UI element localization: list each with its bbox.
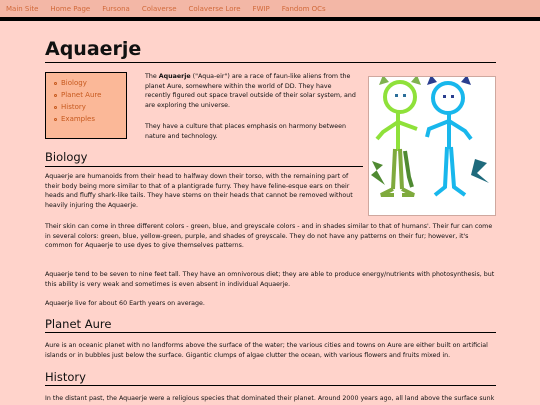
toc-label: Biology <box>61 79 87 87</box>
section-heading-history: History <box>45 370 86 384</box>
nav-fandom-ocs[interactable]: Fandom OCs <box>281 4 326 13</box>
blue-aquaerje-icon <box>427 77 489 195</box>
page-title: Aquaerje <box>45 38 142 60</box>
nav-fwip[interactable]: FWIP <box>252 4 270 13</box>
toc-item-examples[interactable] <box>54 115 126 123</box>
planet-paragraph: Aure is an oceanic planet with no landforms above the surface of the water; the various cities and towns on Aure are either built on artificial islands or in bubbles just below the surface. Gigantic clumps of algae clutter the ocean, with various flowers and fruits mixed in. <box>45 342 488 359</box>
bullet-icon <box>54 106 57 109</box>
intro-paragraph-2: They have a culture that places emphasis on harmony between nature and technology. <box>145 123 347 140</box>
bullet-icon <box>54 82 57 85</box>
toc-label: History <box>61 103 86 111</box>
history-divider <box>45 385 496 386</box>
history-paragraph: In the distant past, the Aquaerje were a religious species that dominated their planet. Around 2000 years ago, all land above the surface sunk <box>45 395 495 402</box>
biology-paragraph-2: Their skin can come in three different colors - green, blue, and greyscale colors - and in shades similar to that of humans'. Their fur can come in several colors: green, blue, yellow-green, purple, and shades of greyscale. They do not have any patterns on their fur; however, it's common for Aquaerje to use dyes to give themselves patterns. <box>45 223 493 250</box>
planet-divider <box>45 332 496 333</box>
nav-home-page[interactable]: Home Page <box>50 4 91 13</box>
section-heading-biology: Biology <box>45 150 88 164</box>
aquaerje-drawing <box>369 77 495 215</box>
biology-paragraph-1: Aquaerje are humanoids from their head to halfway down their torso, with the remaining part of their body being more similar to that of a plantigrade furry. They have feline-esque ears on their heads and fluffy shark-like tails. They have stems on their heads that cannot be removed without heavily injuring the Aquaerje. <box>45 173 353 209</box>
biology-paragraph-4: Aquaerje live for about 60 Earth years on average. <box>45 300 205 307</box>
section-heading-planet-aure: Planet Aure <box>45 317 112 331</box>
toc-item-planet-aure[interactable] <box>54 91 126 99</box>
species-name: Aquaerje <box>158 73 191 80</box>
biology-paragraph-3: Aquaerje tend to be seven to nine feet tall. They have an omnivorous diet; they are able to produce energy/nutrients with photosynthesis, but this ability is very weak and sometimes is even absent in individual Aquaerje. <box>45 271 495 288</box>
intro-text: ("Aqua-eir") are a race of faun-like aliens from the planet Aure, somewhere within the world of DD. They have recently figured out space travel outside of their solar system, and are exploring the universe. <box>145 73 356 109</box>
title-divider <box>45 62 496 63</box>
toc-label: Examples <box>61 115 96 123</box>
toc-item-history[interactable] <box>54 103 126 111</box>
bullet-icon <box>54 94 57 97</box>
intro-text: The <box>145 73 159 80</box>
nav-fursona[interactable]: Fursona <box>102 4 130 13</box>
top-navigation <box>0 0 540 17</box>
aquaerje-illustration <box>368 76 496 216</box>
toc-item-biology[interactable] <box>54 79 126 87</box>
bullet-icon <box>54 118 57 121</box>
green-aquaerje-icon <box>371 77 421 195</box>
toc-label: Planet Aure <box>61 91 102 99</box>
nav-colaverse[interactable]: Colaverse <box>141 4 177 13</box>
table-of-contents <box>45 72 127 139</box>
intro-paragraph <box>145 72 357 110</box>
nav-colaverse-lore[interactable]: Colaverse Lore <box>188 4 241 13</box>
nav-main-site[interactable]: Main Site <box>6 4 39 13</box>
nav-divider <box>0 17 540 21</box>
biology-divider <box>45 166 363 167</box>
